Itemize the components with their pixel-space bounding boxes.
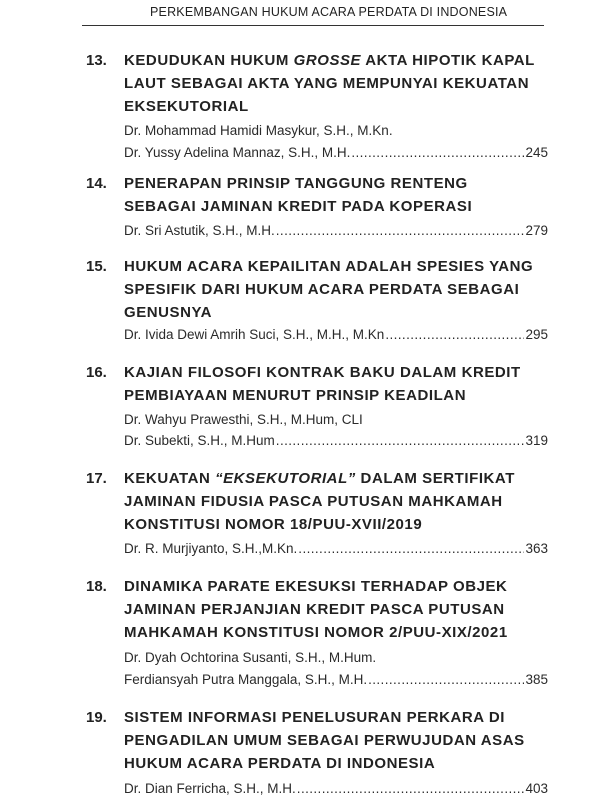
entry-author: Dr. Subekti, S.H., M.Hum [124,433,275,448]
entry-author-leader [124,327,548,342]
entry-title-line: SISTEM INFORMASI PENELUSURAN PERKARA DI [124,709,505,726]
entry-author: Dr. Yussy Adelina Mannaz, S.H., M.H. [124,145,351,160]
entry-number: 13. [86,52,107,69]
dot-leader [276,223,525,238]
entry-title-line: LAUT SEBAGAI AKTA YANG MEMPUNYAI KEKUATAN [124,75,530,92]
entry-author: Dr. Wahyu Prawesthi, S.H., M.Hum, CLI [124,412,363,427]
dot-leader [276,433,525,448]
entry-title-line: JAMINAN PERJANJIAN KREDIT PASCA PUTUSAN [124,601,505,618]
entry-author-leader [124,145,548,160]
entry-author: Dr. Mohammad Hamidi Masykur, S.H., M.Kn. [124,123,393,138]
entry-title-line: EKSEKUTORIAL [124,98,249,115]
entry-number: 17. [86,470,107,487]
entry-title-line: HUKUM ACARA PERDATA DI INDONESIA [124,755,436,772]
entry-title-line: HUKUM ACARA KEPAILITAN ADALAH SPESIES YANG [124,258,534,275]
entry-page-number: 295 [525,327,548,342]
header-rule [82,25,544,26]
entry-author-leader [124,541,548,556]
dot-leader [351,145,524,160]
entry-author: Dr. R. Murjiyanto, S.H.,M.Kn. [124,541,298,556]
dot-leader [385,327,524,342]
entry-title-line: SEBAGAI JAMINAN KREDIT PADA KOPERASI [124,198,473,215]
entry-author: Ferdiansyah Putra Manggala, S.H., M.H. [124,672,368,687]
entry-title-line: KEKUATAN “EKSEKUTORIAL” DALAM SERTIFIKAT [124,470,515,487]
running-header [0,0,600,30]
entry-number: 18. [86,578,107,595]
entry-title-line: DINAMIKA PARATE EKESUKSI TERHADAP OBJEK [124,578,508,595]
entry-title-line: GENUSNYA [124,304,213,321]
running-header-title: PERKEMBANGAN HUKUM ACARA PERDATA DI INDONESIA [150,5,508,19]
dot-leader [297,781,525,796]
entry-author-leader [124,223,548,238]
entry-page-number: 279 [525,223,548,238]
entry-number: 19. [86,709,107,726]
entry-page-number: 403 [525,781,548,796]
entry-page-number: 363 [525,541,548,556]
entry-page-number: 319 [525,433,548,448]
entry-title-line: SPESIFIK DARI HUKUM ACARA PERDATA SEBAGAI [124,281,520,298]
entry-page-number: 245 [525,145,548,160]
entry-number: 16. [86,364,107,381]
entry-title-line: KEDUDUKAN HUKUM GROSSE AKTA HIPOTIK KAPAL [124,52,535,69]
entry-title-line: KONSTITUSI NOMOR 18/PUU-XVII/2019 [124,516,423,533]
entry-author: Dr. Sri Astutik, S.H., M.H. [124,223,275,238]
entry-author-leader [124,433,548,448]
entry-title-line: PENGADILAN UMUM SEBAGAI PERWUJUDAN ASAS [124,732,525,749]
entry-author-leader [124,672,548,687]
entry-number: 14. [86,175,107,192]
entry-title-line: MAHKAMAH KONSTITUSI NOMOR 2/PUU-XIX/2021 [124,624,508,641]
entry-author-leader [124,781,548,796]
dot-leader [298,541,524,556]
entry-title-line: KAJIAN FILOSOFI KONTRAK BAKU DALAM KREDIT [124,364,521,381]
entry-number: 15. [86,258,107,275]
entry-page-number: 385 [525,672,548,687]
entry-author: Dr. Dyah Ochtorina Susanti, S.H., M.Hum. [124,650,377,665]
dot-leader [368,672,524,687]
entry-title-line: JAMINAN FIDUSIA PASCA PUTUSAN MAHKAMAH [124,493,503,510]
entry-title-line: PEMBIAYAAN MENURUT PRINSIP KEADILAN [124,387,467,404]
entry-title-line: PENERAPAN PRINSIP TANGGUNG RENTENG [124,175,468,192]
entry-author: Dr. Ivida Dewi Amrih Suci, S.H., M.H., M.Kn [124,327,385,342]
entry-author: Dr. Dian Ferricha, S.H., M.H. [124,781,296,796]
